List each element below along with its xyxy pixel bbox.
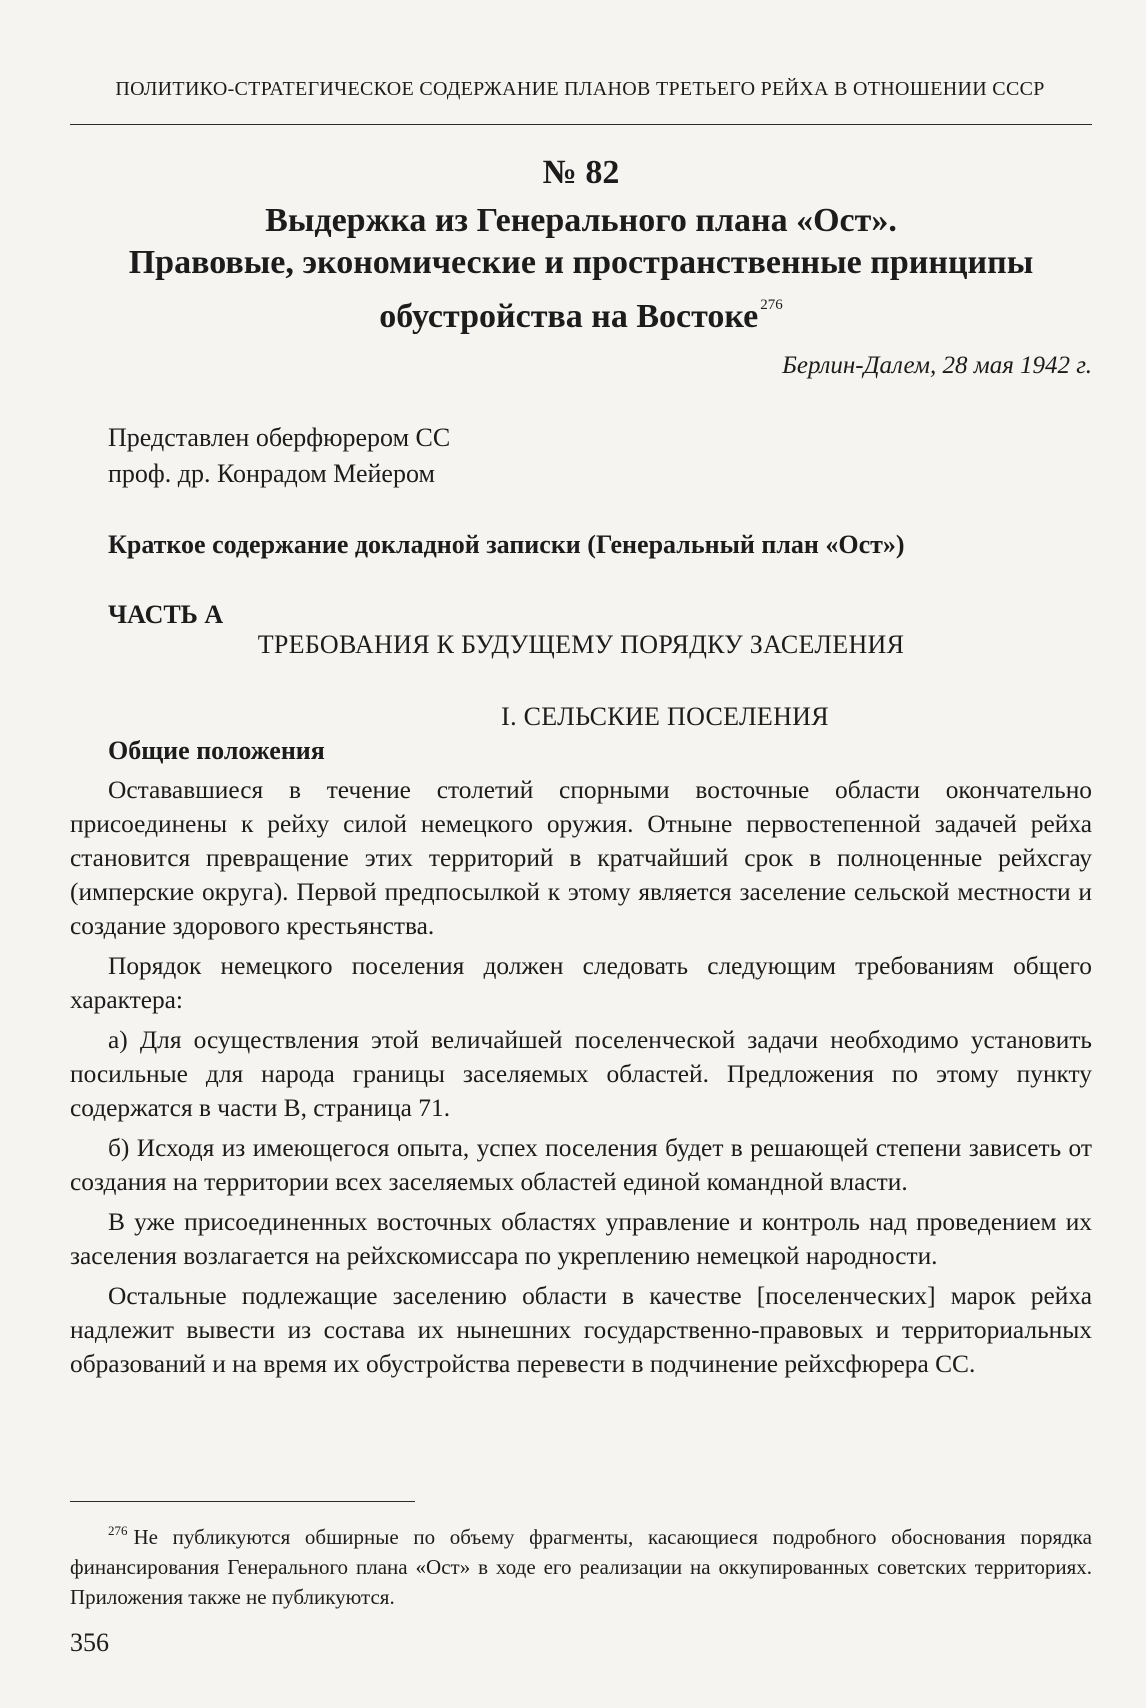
paragraph: б) Исходя из имеющегося опыта, успех поселения будет в решающей степени зависеть от создания на территории всех заселяемых областей единой командной власти. — [70, 1134, 1092, 1196]
part-title: ТРЕБОВАНИЯ К БУДУЩЕМУ ПОРЯДКУ ЗАСЕЛЕНИЯ — [257, 630, 905, 659]
footnote-text: Не публикуются обширные по объему фрагменты, касающиеся подробного обоснования порядка финансирования Генерального плана «Ост» в ходе его реализации на оккупированных советских территориях. Приложения также не публикуются. — [70, 1525, 1092, 1609]
title-line-3-text: обустройства на Востоке — [379, 298, 759, 335]
section-title: I. СЕЛЬСКИЕ ПОСЕЛЕНИЯ — [501, 702, 829, 731]
part-label: ЧАСТЬ А — [108, 600, 224, 629]
presented-by-line-1: Представлен оберфюрером СС — [108, 423, 451, 452]
footnote — [70, 1516, 1092, 1612]
title-line-3 — [70, 284, 1092, 338]
running-head: ПОЛИТИКО-СТРАТЕГИЧЕСКОЕ СОДЕРЖАНИЕ ПЛАНОВ ТРЕТЬЕГО РЕЙХА В ОТНОШЕНИИ СССР — [115, 78, 1045, 100]
footnote-rule — [70, 1501, 415, 1502]
presented-by — [108, 420, 450, 492]
title-line-2: Правовые, экономические и пространственные принципы — [128, 244, 1034, 281]
title-line-1: Выдержка из Генерального плана «Ост». — [265, 202, 897, 239]
title-footnote-ref: 276 — [760, 297, 783, 313]
page-number: 356 — [70, 1628, 109, 1657]
paragraph: В уже присоединенных восточных областях управление и контроль над проведением их заселения возлагается на рейхскомиссара по укреплению немецкой народности. — [70, 1208, 1092, 1270]
presented-by-line-2: проф. др. Конрадом Мейером — [108, 459, 435, 488]
summary-title: Краткое содержание докладной записки (Генеральный план «Ост») — [108, 530, 905, 559]
paragraph: Остальные подлежащие заселению области в качестве [поселенческих] марок рейха надлежит вывести из состава их нынешних государственно-правовых и территориальных образований и на время их обустройства перевести в подчинение рейхсфюрера СС. — [70, 1282, 1092, 1378]
body-text — [70, 773, 1092, 1387]
place-date: Берлин-Далем, 28 мая 1942 г. — [782, 352, 1092, 379]
paragraph: Порядок немецкого поселения должен следовать следующим требованиям общего характера: — [70, 952, 1092, 1014]
paragraph: Остававшиеся в течение столетий спорными восточные области окончательно присоединены к рейху силой немецкого оружия. Отныне первостепенной задачей рейха становится превращение этих территорий в кратчайший срок в полноценные рейхсгау (имперские округа). Первой предпосылкой к этому является заселение сельской местности и создание здорового крестьянства. — [70, 776, 1092, 940]
document-number: № 82 — [542, 154, 620, 191]
paragraph: а) Для осуществления этой величайшей поселенческой задачи необходимо установить посильные для народа границы заселяемых областей. Предложения по этому пункту содержатся в части B, страница 71. — [70, 1026, 1092, 1122]
header-rule — [70, 124, 1092, 125]
document-title — [70, 200, 1092, 338]
subhead-general-provisions: Общие положения — [108, 736, 325, 765]
footnote-number: 276 — [108, 1523, 128, 1538]
